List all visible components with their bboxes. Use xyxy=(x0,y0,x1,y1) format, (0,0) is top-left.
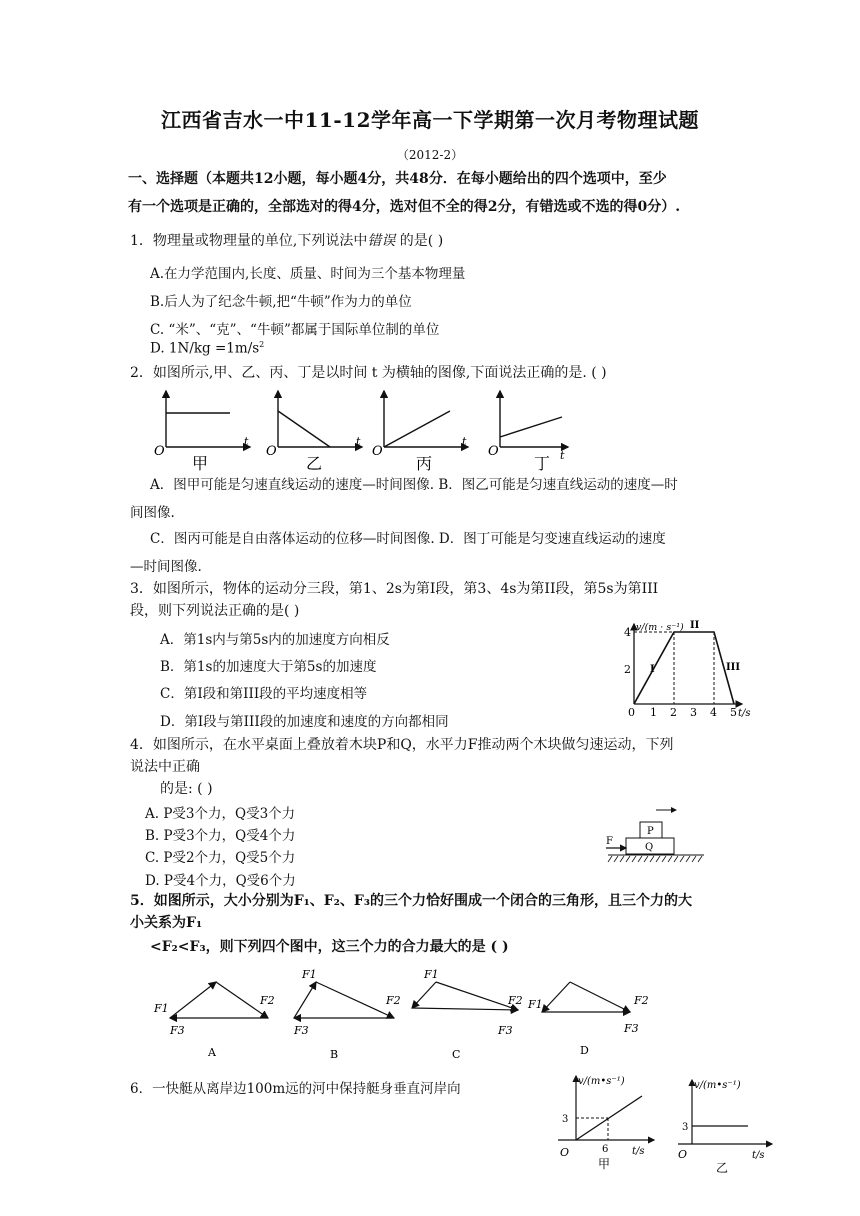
q3-xlabel: t/s xyxy=(738,708,751,719)
q2-origin: O xyxy=(266,444,277,459)
q3-option-a: A．第1s内与第5s内的加速度方向相反 xyxy=(160,632,390,648)
q3-ylabel: v/(m · s⁻¹) xyxy=(636,622,684,633)
q5-c-f1: F1 xyxy=(424,968,439,981)
q1-option-d-text: D. 1N/kg =1m/s xyxy=(150,340,260,357)
q2-axis-t: t xyxy=(244,435,249,448)
q4-stem-line2: 说法中正确 xyxy=(130,759,200,775)
q6-yi-xlabel: t/s xyxy=(752,1150,765,1161)
q6-jia-ytick: 3 xyxy=(562,1114,569,1125)
q6-jia-xlabel: t/s xyxy=(632,1146,645,1157)
q3-seg-2: II xyxy=(690,620,700,631)
q2-label-bing: 丙 xyxy=(416,454,433,473)
q3-vt-graph xyxy=(614,620,764,722)
q3-seg-3: III xyxy=(726,662,741,673)
q4-block-figure xyxy=(604,802,714,868)
q4-option-b: B. P受3个力，Q受4个力 xyxy=(145,828,296,844)
q5-label-d: D xyxy=(580,1044,589,1057)
q1-stem-a: 1．物理量或物理量的单位,下列说法中 xyxy=(130,233,368,249)
section-header-line1: 一、选择题（本题共12小题，每小题4分，共48分．在每小题给出的四个选项中，至少 xyxy=(128,171,667,187)
q3-ytick-4: 4 xyxy=(624,626,631,639)
q4-stem-line3: 的是: ( ) xyxy=(160,781,213,797)
q2-label-ding: 丁 xyxy=(534,454,551,473)
q5-triangle-b xyxy=(293,968,401,1061)
q5-stem-line3: <F₂<F₃，则下列四个图中，这三个力的合力最大的是 ( ) xyxy=(150,939,509,955)
q5-force-triangles xyxy=(150,962,670,1064)
q6-jia-ylabel: v/(m•s⁻¹) xyxy=(578,1076,625,1087)
q3-option-d: D．第Ⅰ段与第III段的加速度和速度的方向都相同 xyxy=(160,714,449,730)
q3-ytick-2: 2 xyxy=(624,663,631,676)
q2-origin: O xyxy=(488,444,499,459)
q2-option-c-line1: C．图丙可能是自由落体运动的位移—时间图像. D．图丁可能是匀变速直线运动的速度 xyxy=(150,531,666,547)
q1-option-b: B.后人为了纪念牛顿,把“牛顿”作为力的单位 xyxy=(150,294,412,310)
q6-jia-origin: O xyxy=(560,1146,570,1159)
q3-seg-1: I xyxy=(650,664,655,675)
q2-option-c-line2: —时间图像. xyxy=(130,559,202,575)
q6-jia-xtick: 6 xyxy=(602,1144,609,1155)
q3-xtick-2: 2 xyxy=(670,706,677,719)
q3-xtick-5: 5 xyxy=(730,706,737,719)
q5-triangle-a xyxy=(153,982,275,1059)
q3-xtick-1: 1 xyxy=(650,706,657,719)
q3-xtick-0: 0 xyxy=(628,706,635,719)
q2-label-yi: 乙 xyxy=(306,454,323,473)
q6-yi-ytick: 3 xyxy=(682,1122,689,1133)
q5-label-a: A xyxy=(208,1046,216,1059)
q5-d-f2: F2 xyxy=(634,994,649,1007)
q2-graphs xyxy=(150,385,570,477)
q3-stem-line2: 段，则下列说法正确的是( ) xyxy=(130,603,300,619)
q4-option-c: C. P受2个力，Q受5个力 xyxy=(145,850,296,866)
q3-option-b: B．第1s的加速度大于第5s的加速度 xyxy=(160,659,377,675)
q1-stem xyxy=(130,232,443,250)
q2-option-a-line2: 间图像. xyxy=(130,505,175,521)
q5-b-f2: F2 xyxy=(386,994,401,1007)
q5-a-f3: F3 xyxy=(170,1024,185,1037)
q2-origin: O xyxy=(372,444,383,459)
q2-graph-bing xyxy=(372,391,468,473)
q3-option-c: C．第Ⅰ段和第III段的平均速度相等 xyxy=(160,686,368,702)
q2-graph-ding xyxy=(488,391,568,473)
section-header-line2: 有一个选项是正确的，全部选对的得4分，选对但不全的得2分，有错选或不选的得0分）. xyxy=(128,199,681,215)
q3-xtick-4: 4 xyxy=(710,706,717,719)
q5-b-f1: F1 xyxy=(302,968,317,981)
q5-triangle-c xyxy=(412,968,523,1061)
q6-graph-yi xyxy=(668,1074,778,1174)
q5-triangle-d xyxy=(527,982,649,1057)
q2-stem: 2．如图所示,甲、乙、丙、丁是以时间 t 为横轴的图像,下面说法正确的是. ( ) xyxy=(130,365,607,381)
q5-a-f1: F1 xyxy=(154,1002,169,1015)
q4-option-d: D. P受4个力，Q受6个力 xyxy=(145,873,296,889)
q2-graph-jia xyxy=(154,391,250,473)
q1-stem-emphasis: 错误 xyxy=(367,233,396,249)
q2-graph-yi xyxy=(266,391,362,473)
q3-stem-line1: 3．如图所示，物体的运动分三段，第1、2s为第Ⅰ段，第3、4s为第II段，第5s为第III xyxy=(130,581,659,597)
q5-stem-line2: 小关系为F₁ xyxy=(130,915,203,931)
q5-a-f2: F2 xyxy=(260,994,275,1007)
q5-c-f2: F2 xyxy=(508,994,523,1007)
q5-b-f3: F3 xyxy=(294,1024,309,1037)
q2-axis-t: t xyxy=(560,449,565,462)
q2-axis-t: t xyxy=(356,435,361,448)
q2-origin: O xyxy=(154,444,165,459)
q3-xtick-3: 3 xyxy=(690,706,697,719)
q1-option-d-sup: 2 xyxy=(259,340,265,349)
q4-label-f: F xyxy=(606,836,613,847)
q5-d-f3: F3 xyxy=(624,1022,639,1035)
q1-stem-b: 的是( ) xyxy=(395,233,444,249)
q1-option-a: A.在力学范围内,长度、质量、时间为三个基本物理量 xyxy=(150,266,466,282)
exam-date: （2012-2） xyxy=(396,148,464,162)
q6-graph-jia xyxy=(552,1070,662,1170)
q6-yi-origin: O xyxy=(678,1148,688,1161)
q5-label-c: C xyxy=(452,1048,461,1061)
q1-option-d xyxy=(150,340,264,357)
q5-label-b: B xyxy=(330,1048,339,1061)
q2-label-jia: 甲 xyxy=(192,454,209,473)
q2-axis-t: t xyxy=(462,435,467,448)
q6-yi-name: 乙 xyxy=(716,1161,729,1174)
q5-d-f1: F1 xyxy=(528,998,543,1011)
q4-option-a: A. P受3个力，Q受3个力 xyxy=(145,806,296,822)
q2-option-a-line1: A．图甲可能是匀速直线运动的速度—时间图像. B．图乙可能是匀速直线运动的速度—时 xyxy=(150,477,678,493)
q4-label-q: Q xyxy=(645,842,654,853)
page-title: 江西省吉水一中11-12学年高一下学期第一次月考物理试题 xyxy=(161,108,699,132)
q4-label-p: P xyxy=(647,826,654,837)
q5-stem-line1: 5．如图所示，大小分别为F₁、F₂、F₃的三个力恰好围成一个闭合的三角形，且三个力的大 xyxy=(130,893,692,909)
q1-option-c: C. “米”、“克”、“牛顿”都属于国际单位制的单位 xyxy=(150,322,440,338)
q5-c-f3: F3 xyxy=(498,1024,513,1037)
q6-yi-ylabel: v/(m•s⁻¹) xyxy=(694,1080,741,1091)
q4-stem-line1: 4．如图所示，在水平桌面上叠放着木块P和Q，水平力F推动两个木块做匀速运动，下列 xyxy=(130,737,674,753)
q6-stem: 6．一快艇从离岸边100m远的河中保持艇身垂直河岸向 xyxy=(130,1081,461,1097)
q6-jia-name: 甲 xyxy=(598,1157,611,1170)
